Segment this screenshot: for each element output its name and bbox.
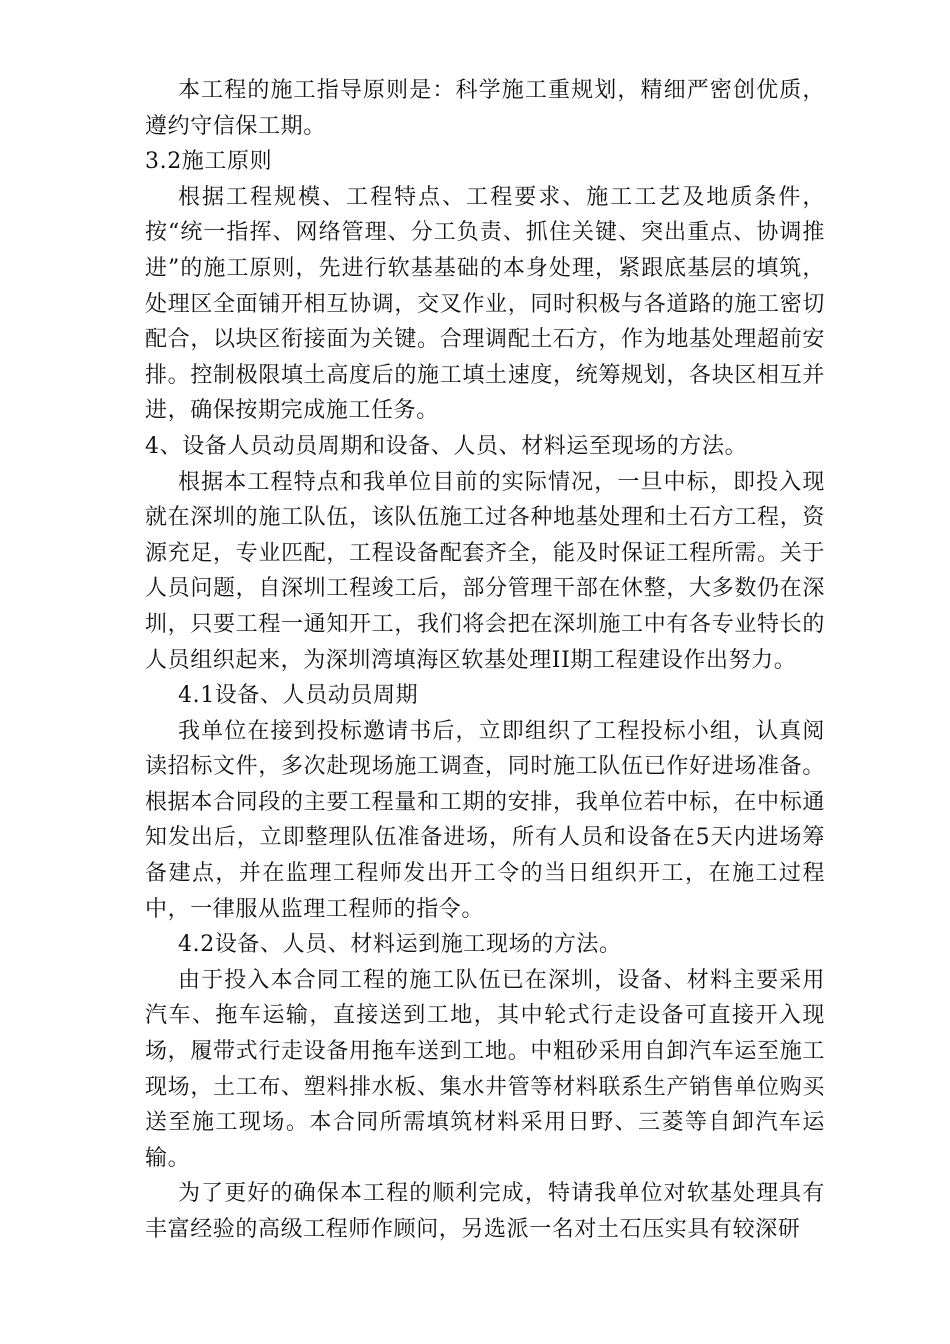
paragraph-mobilization-overview: 根据本工程特点和我单位目前的实际情况，一旦中标，即投入现就在深圳的施工队伍，该队伍施工过各种地基处理和土石方工程，资源充足，专业匹配，工程设备配套齐全，能及时保证工程所需。关于人员问题，自深圳工程竣工后，部分管理干部在休整，大多数仍在深圳，只要工程一通知开工，我们将会把在深圳施工中有各专业特长的人员组织起来，为深圳湾填海区软基处理II期工程建设作出努力。 (145, 469, 825, 673)
paragraph-consultant: 为了更好的确保本工程的顺利完成，特请我单位对软基处理具有丰富经验的高级工程师作顾问，另选派一名对土石压实具有较深研 (145, 1181, 825, 1242)
document-body (145, 73, 825, 1248)
heading-4-1: 4.1设备、人员动员周期 (178, 683, 419, 709)
heading-4: 4、设备人员动员周期和设备、人员、材料运至现场的方法。 (145, 433, 748, 459)
paragraph-guiding-principle: 本工程的施工指导原则是：科学施工重规划，精细严密创优质，遵约守信保工期。 (145, 78, 825, 139)
paragraph-construction-principle: 根据工程规模、工程特点、工程要求、施工工艺及地质条件，按“统一指挥、网络管理、分工负责、抓住关键、突出重点、协调推进”的施工原则，先进行软基基础的本身处理，紧跟底基层的填筑，处理区全面铺开相互协调，交叉作业，同时积极与各道路的施工密切配合，以块区衔接面为关键。合理调配土石方，作为地基处理超前安排。控制极限填土高度后的施工填土速度，统筹规划，各块区相互并进，确保按期完成施工任务。 (145, 184, 825, 424)
paragraph-mobilization-period: 我单位在接到投标邀请书后，立即组织了工程投标小组，认真阅读招标文件，多次赴现场施工调查，同时施工队伍已作好进场准备。根据本合同段的主要工程量和工期的安排，我单位若中标，在中标通知发出后，立即整理队伍准备进场，所有人员和设备在5天内进场筹备建点，并在监理工程师发出开工令的当日组织开工，在施工过程中，一律服从监理工程师的指令。 (145, 718, 825, 922)
heading-4-2: 4.2设备、人员、材料运到施工现场的方法。 (178, 932, 622, 958)
paragraph-transport-method: 由于投入本合同工程的施工队伍已在深圳，设备、材料主要采用汽车、拖车运输，直接送到工地，其中轮式行走设备可直接开入现场，履带式行走设备用拖车送到工地。中粗砂采用自卸汽车运至施工现场，土工布、塑料排水板、集水井管等材料联系生产销售单位购买送至施工现场。本合同所需填筑材料采用日野、三菱等自卸汽车运输。 (145, 967, 825, 1171)
heading-3-2: 3.2施工原则 (145, 149, 273, 175)
